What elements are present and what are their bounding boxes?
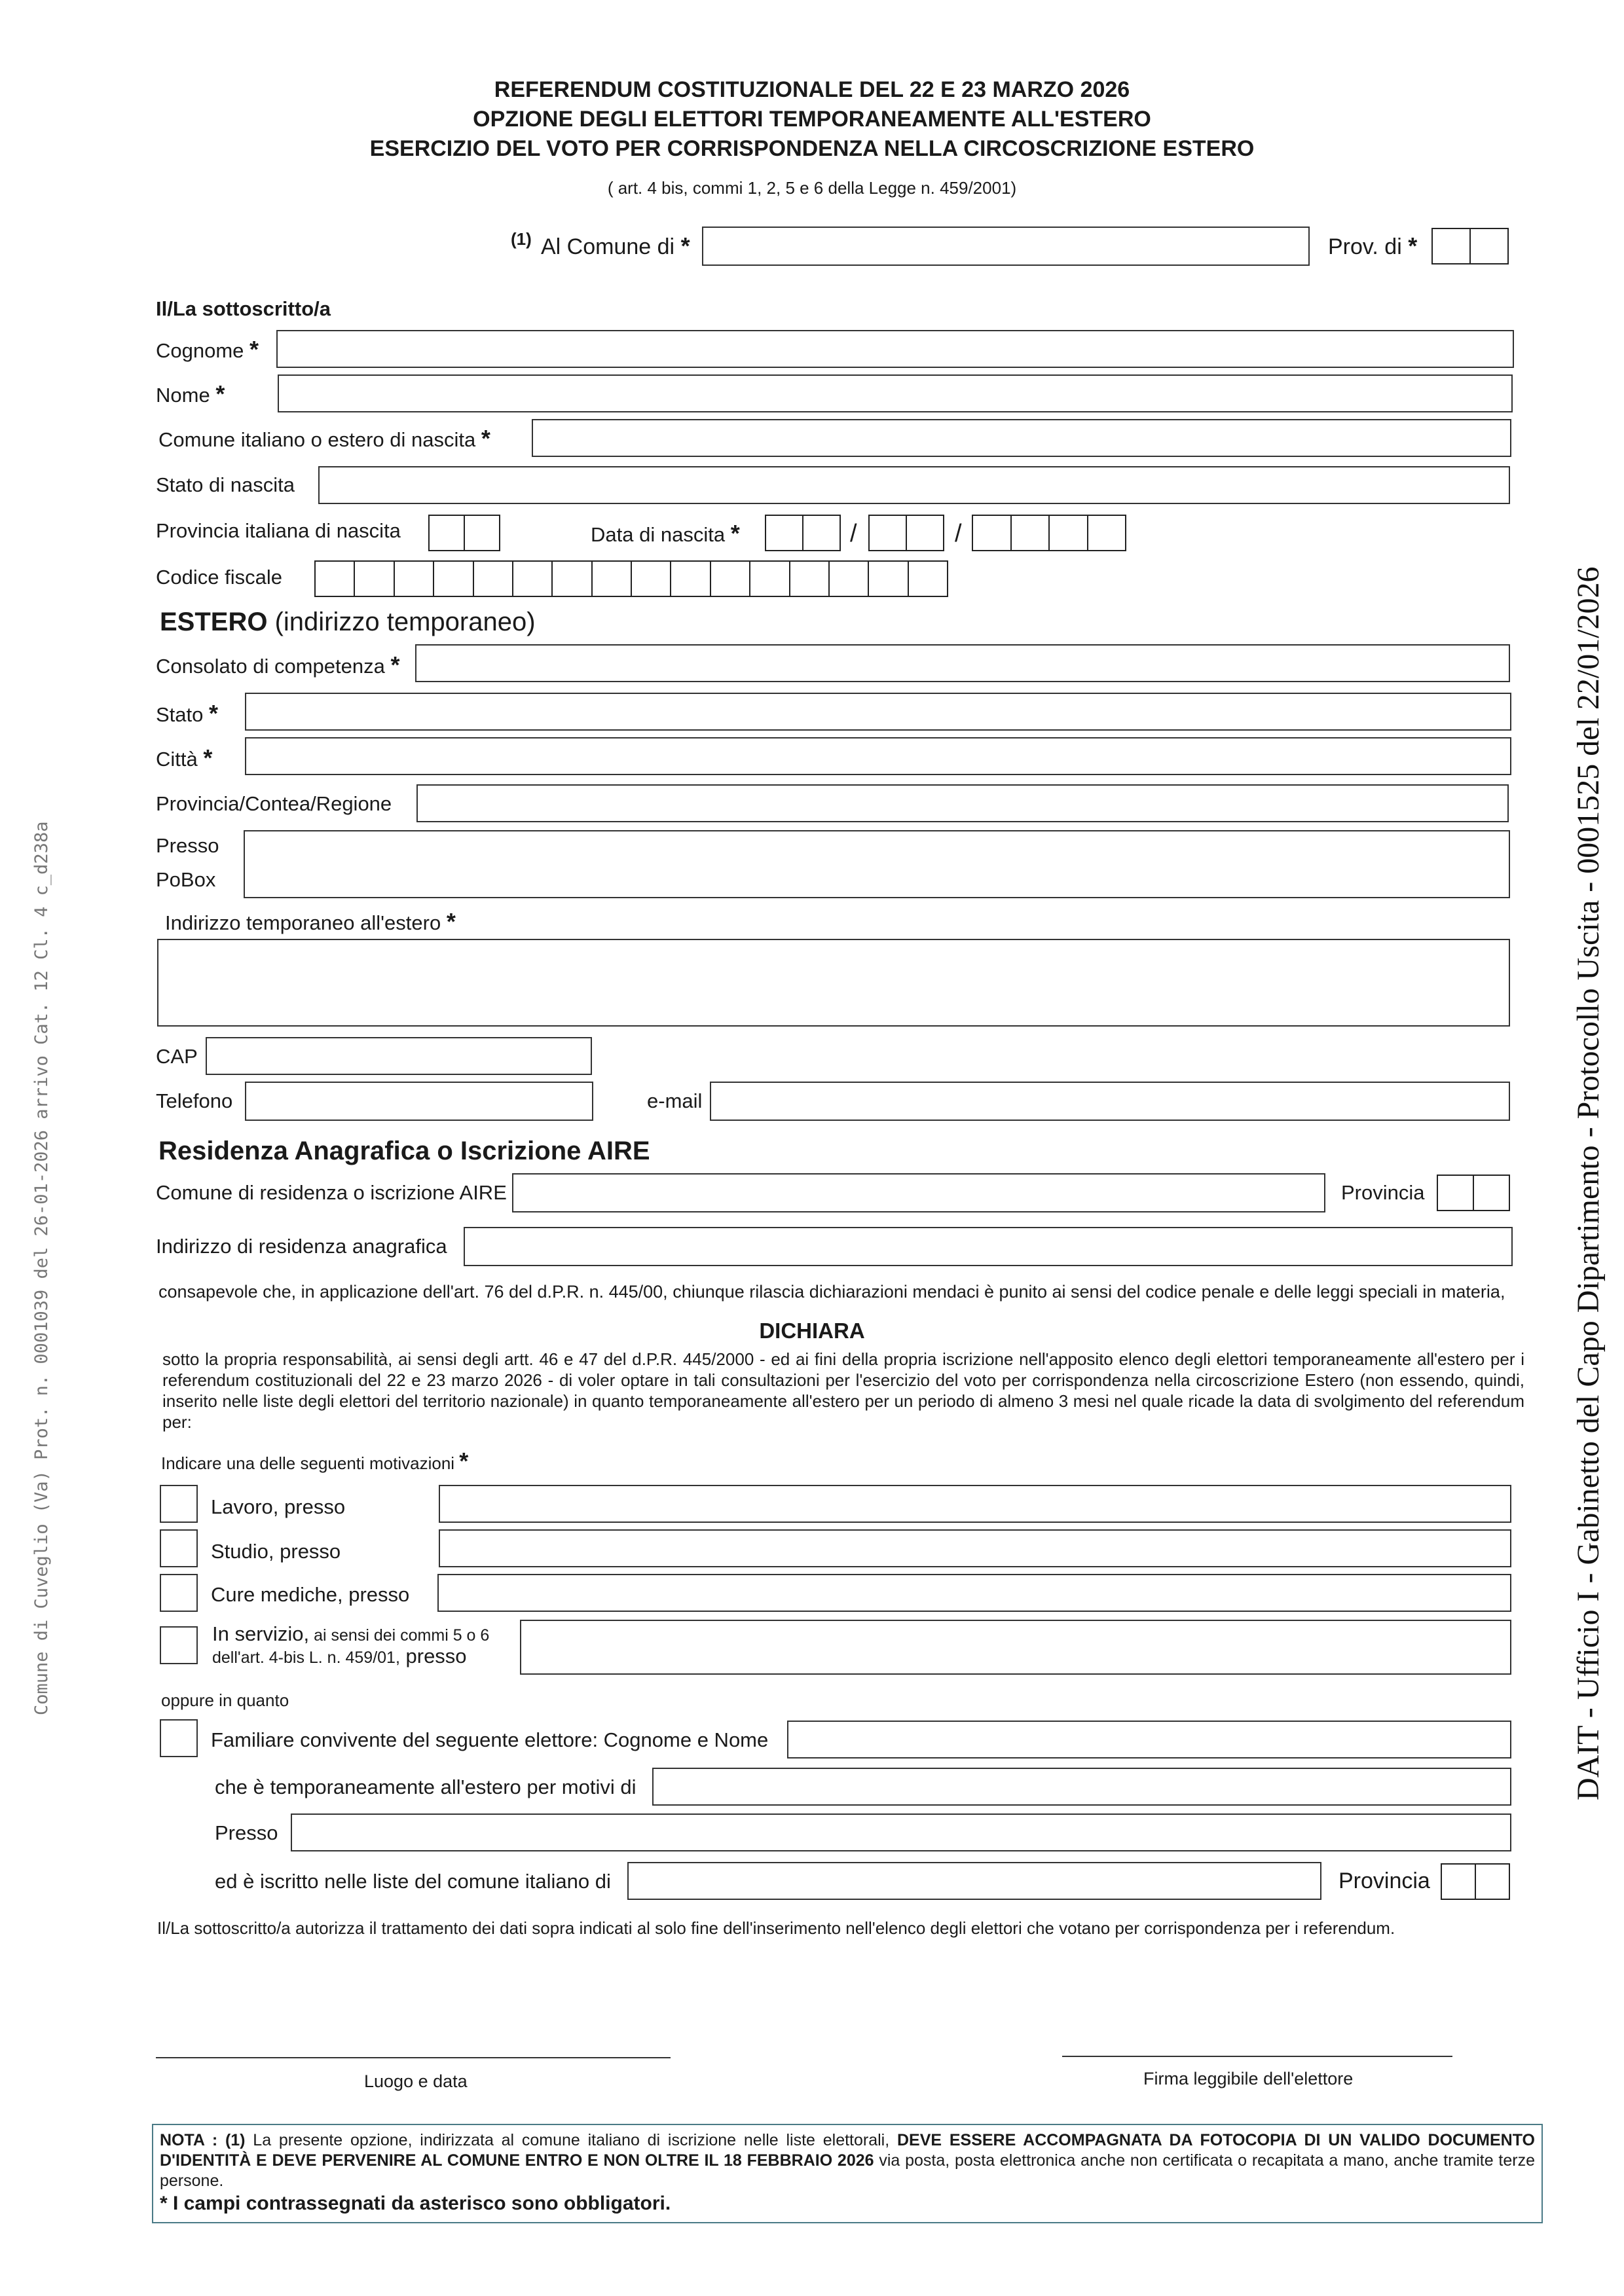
residenza-comune-input[interactable]	[512, 1173, 1325, 1212]
required-star-icon: *	[446, 908, 456, 935]
iscritto-comune-input[interactable]	[627, 1862, 1321, 1900]
data-nascita-label	[591, 522, 740, 545]
title-line-2: OPZIONE DEGLI ELETTORI TEMPORANEAMENTE ALL'ESTERO	[473, 107, 1151, 132]
law-reference: ( art. 4 bis, commi 1, 2, 5 e 6 della Legge n. 459/2001)	[607, 178, 1017, 198]
consolato-label	[156, 653, 399, 677]
servizio-input[interactable]	[520, 1620, 1511, 1675]
comune-nascita-label-text: Comune italiano o estero di nascita	[158, 428, 476, 451]
required-star-icon: *	[203, 744, 213, 771]
estero-title-bold: ESTERO	[160, 608, 268, 636]
right-protocol-stamp: DAIT - Ufficio I - Gabinetto del Capo Dipartimento - Protocollo Uscita - 0001525 del 22/01/2026	[1571, 566, 1606, 1800]
comune-input[interactable]	[702, 227, 1310, 266]
servizio-label-line2	[212, 1646, 467, 1666]
nota-text-1: La presente opzione, indirizzata al comune italiano di iscrizione nelle liste elettorali,	[245, 2131, 897, 2149]
familiare-presso-input[interactable]	[291, 1813, 1511, 1851]
lavoro-label: Lavoro, presso	[211, 1495, 346, 1518]
familiare-presso-label: Presso	[215, 1821, 278, 1844]
consapevole-text: consapevole che, in applicazione dell'art. 76 del d.P.R. n. 445/00, chiunque rilascia dichiarazioni mendaci è punito ai sensi del codice penale e delle leggi speciali in materia,	[158, 1282, 1505, 1302]
required-star-icon: *	[249, 336, 259, 363]
nome-label	[156, 382, 225, 406]
motivi-label: che è temporaneamente all'estero per motivi di	[215, 1776, 637, 1798]
servizio-checkbox[interactable]	[160, 1626, 198, 1664]
nota-label: NOTA : (1)	[160, 2131, 246, 2149]
addressee-note-ref: (1)	[511, 229, 532, 249]
residenza-provincia-label: Provincia	[1341, 1181, 1425, 1204]
motivi-input[interactable]	[652, 1768, 1511, 1806]
sottoscritto-heading: Il/La sottoscritto/a	[156, 297, 331, 320]
indirizzo-temporaneo-input[interactable]	[157, 939, 1510, 1027]
cure-label: Cure mediche, presso	[211, 1583, 410, 1606]
estero-section-title	[160, 609, 536, 635]
indirizzo-temporaneo-label-text: Indirizzo temporaneo all'estero	[165, 911, 441, 934]
comune-label	[541, 234, 690, 258]
stato-nascita-input[interactable]	[318, 466, 1510, 504]
date-separator: /	[850, 520, 857, 547]
provincia-contea-label: Provincia/Contea/Regione	[156, 792, 392, 815]
studio-label: Studio, presso	[211, 1540, 341, 1563]
cap-input[interactable]	[206, 1037, 592, 1075]
dichiara-heading: DICHIARA	[759, 1319, 865, 1343]
familiare-cognome-nome-input[interactable]	[787, 1721, 1511, 1758]
mandatory-fields-note: * I campi contrassegnati da asterisco sono obbligatori.	[160, 2193, 671, 2214]
title-line-1: REFERENDUM COSTITUZIONALE DEL 22 E 23 MARZO 2026	[494, 77, 1130, 102]
required-star-icon: *	[215, 380, 225, 407]
left-protocol-stamp: Comune di Cuveglio (Va) Prot. n. 0001039 del 26-01-2026 arrivo Cat. 12 Cl. 4 c_d238a	[31, 821, 52, 1715]
codice-fiscale-input[interactable]	[314, 560, 948, 597]
nota-box	[152, 2124, 1543, 2223]
iscritto-provincia-input[interactable]	[1441, 1863, 1510, 1900]
telefono-label: Telefono	[156, 1089, 233, 1112]
residenza-provincia-input[interactable]	[1437, 1175, 1510, 1211]
provincia-nascita-label: Provincia italiana di nascita	[156, 519, 401, 542]
cognome-label-text: Cognome	[156, 339, 244, 362]
declaration-body: sotto la propria responsabilità, ai sensi degli artt. 46 e 47 del d.P.R. 445/2000 - ed ai fini della propria iscrizione nell'apposito elenco degli elettori temporaneamente all'estero per i referendum costituzionali del 22 e 23 marzo 2026 - di voler optare in tali consultazioni per l'esercizio del voto per corrispondenza nella circoscrizione Estero (non essendo, quindi, inserito nelle liste degli elettori del territorio nazionale) in quanto temporaneamente all'estero per un periodo di almeno 3 mesi nel quale ricade la data di svolgimento del referendum per:	[162, 1349, 1524, 1432]
cognome-input[interactable]	[276, 330, 1514, 368]
presso-pobox-input[interactable]	[244, 830, 1510, 898]
comune-nascita-label	[158, 427, 490, 450]
luogo-data-line[interactable]	[156, 2057, 671, 2058]
iscritto-provincia-label: Provincia	[1338, 1868, 1430, 1893]
studio-input[interactable]	[439, 1529, 1511, 1567]
data-nascita-month[interactable]	[868, 515, 944, 551]
indirizzo-temporaneo-label	[165, 910, 456, 934]
indicare-label-text: Indicare una delle seguenti motivazioni	[161, 1453, 455, 1473]
required-star-icon: *	[481, 425, 490, 452]
comune-nascita-input[interactable]	[532, 419, 1511, 457]
luogo-data-label: Luogo e data	[364, 2071, 468, 2091]
iscritto-label: ed è iscritto nelle liste del comune italiano di	[215, 1870, 611, 1893]
stato-label	[156, 702, 218, 725]
firma-line[interactable]	[1062, 2056, 1452, 2057]
estero-title-rest: (indirizzo temporaneo)	[267, 608, 536, 636]
residenza-comune-label: Comune di residenza o iscrizione AIRE	[156, 1181, 507, 1204]
provincia-contea-input[interactable]	[416, 784, 1509, 822]
servizio-label-a: In servizio,	[212, 1622, 310, 1645]
lavoro-checkbox[interactable]	[160, 1485, 198, 1523]
data-nascita-year[interactable]	[972, 515, 1126, 551]
required-star-icon: *	[730, 520, 740, 547]
pobox-label: PoBox	[156, 868, 216, 891]
privacy-consent-text: Il/La sottoscritto/a autorizza il trattamento dei dati sopra indicati al solo fine dell'inserimento nell'elenco degli elettori che votano per corrispondenza per i referendum.	[157, 1918, 1395, 1938]
email-label: e-mail	[647, 1089, 703, 1112]
nota-bold-text: DEVE ESSERE ACCOMPAGNATA DA FOTOCOPIA DI UN VALIDO DOCUMENTO D'IDENTITÀ E DEVE PERVENIRE AL COMUNE ENTRO E NON OLTRE IL 18 FEBBRAIO 2026	[160, 2131, 1535, 2170]
title-line-3: ESERCIZIO DEL VOTO PER CORRISPONDENZA NELLA CIRCOSCRIZIONE ESTERO	[369, 136, 1255, 161]
citta-label	[156, 746, 212, 770]
residenza-indirizzo-input[interactable]	[464, 1227, 1513, 1266]
residenza-indirizzo-label: Indirizzo di residenza anagrafica	[156, 1235, 447, 1258]
email-input[interactable]	[710, 1082, 1510, 1121]
cap-label: CAP	[156, 1045, 198, 1068]
familiare-label: Familiare convivente del seguente elettore: Cognome e Nome	[211, 1728, 769, 1751]
prov-input[interactable]	[1431, 228, 1509, 264]
stato-input[interactable]	[245, 693, 1511, 731]
stato-nascita-label: Stato di nascita	[156, 473, 295, 496]
cure-input[interactable]	[437, 1574, 1511, 1612]
nome-input[interactable]	[278, 374, 1513, 412]
telefono-input[interactable]	[245, 1082, 593, 1121]
comune-label-text: Al Comune di	[541, 234, 675, 259]
prov-label	[1328, 234, 1417, 258]
required-star-icon: *	[390, 651, 400, 678]
citta-label-text: Città	[156, 748, 198, 771]
oppure-label: oppure in quanto	[161, 1690, 289, 1710]
servizio-label-b: ai sensi dei commi 5 o 6	[309, 1626, 490, 1645]
data-nascita-label-text: Data di nascita	[591, 523, 726, 546]
indicare-label	[161, 1449, 468, 1473]
servizio-label-line1	[212, 1624, 489, 1644]
cure-checkbox[interactable]	[160, 1574, 198, 1612]
studio-checkbox[interactable]	[160, 1529, 198, 1567]
residenza-section-title: Residenza Anagrafica o Iscrizione AIRE	[158, 1137, 650, 1165]
consolato-input[interactable]	[415, 644, 1510, 682]
provincia-nascita-input[interactable]	[428, 515, 500, 551]
lavoro-input[interactable]	[439, 1485, 1511, 1523]
citta-input[interactable]	[245, 737, 1511, 775]
required-star-icon: *	[680, 232, 690, 259]
nome-label-text: Nome	[156, 384, 210, 407]
codice-fiscale-label: Codice fiscale	[156, 566, 282, 589]
date-separator: /	[955, 520, 962, 547]
presso-label: Presso	[156, 834, 219, 857]
required-star-icon: *	[1408, 232, 1418, 259]
nota-text-2: via posta, posta elettronica anche non certificata o recapitata a mano, anche tramite terze persone.	[160, 2151, 1535, 2190]
cognome-label	[156, 338, 259, 361]
firma-label: Firma leggibile dell'elettore	[1143, 2069, 1354, 2088]
prov-label-text: Prov. di	[1328, 234, 1402, 259]
servizio-label-c: dell'art. 4-bis L. n. 459/01,	[212, 1649, 400, 1667]
servizio-label-d: presso	[399, 1645, 467, 1667]
consolato-label-text: Consolato di competenza	[156, 655, 385, 678]
stato-label-text: Stato	[156, 703, 204, 726]
data-nascita-day[interactable]	[765, 515, 841, 551]
familiare-checkbox[interactable]	[160, 1719, 198, 1757]
required-star-icon: *	[459, 1448, 469, 1474]
required-star-icon: *	[209, 700, 219, 727]
